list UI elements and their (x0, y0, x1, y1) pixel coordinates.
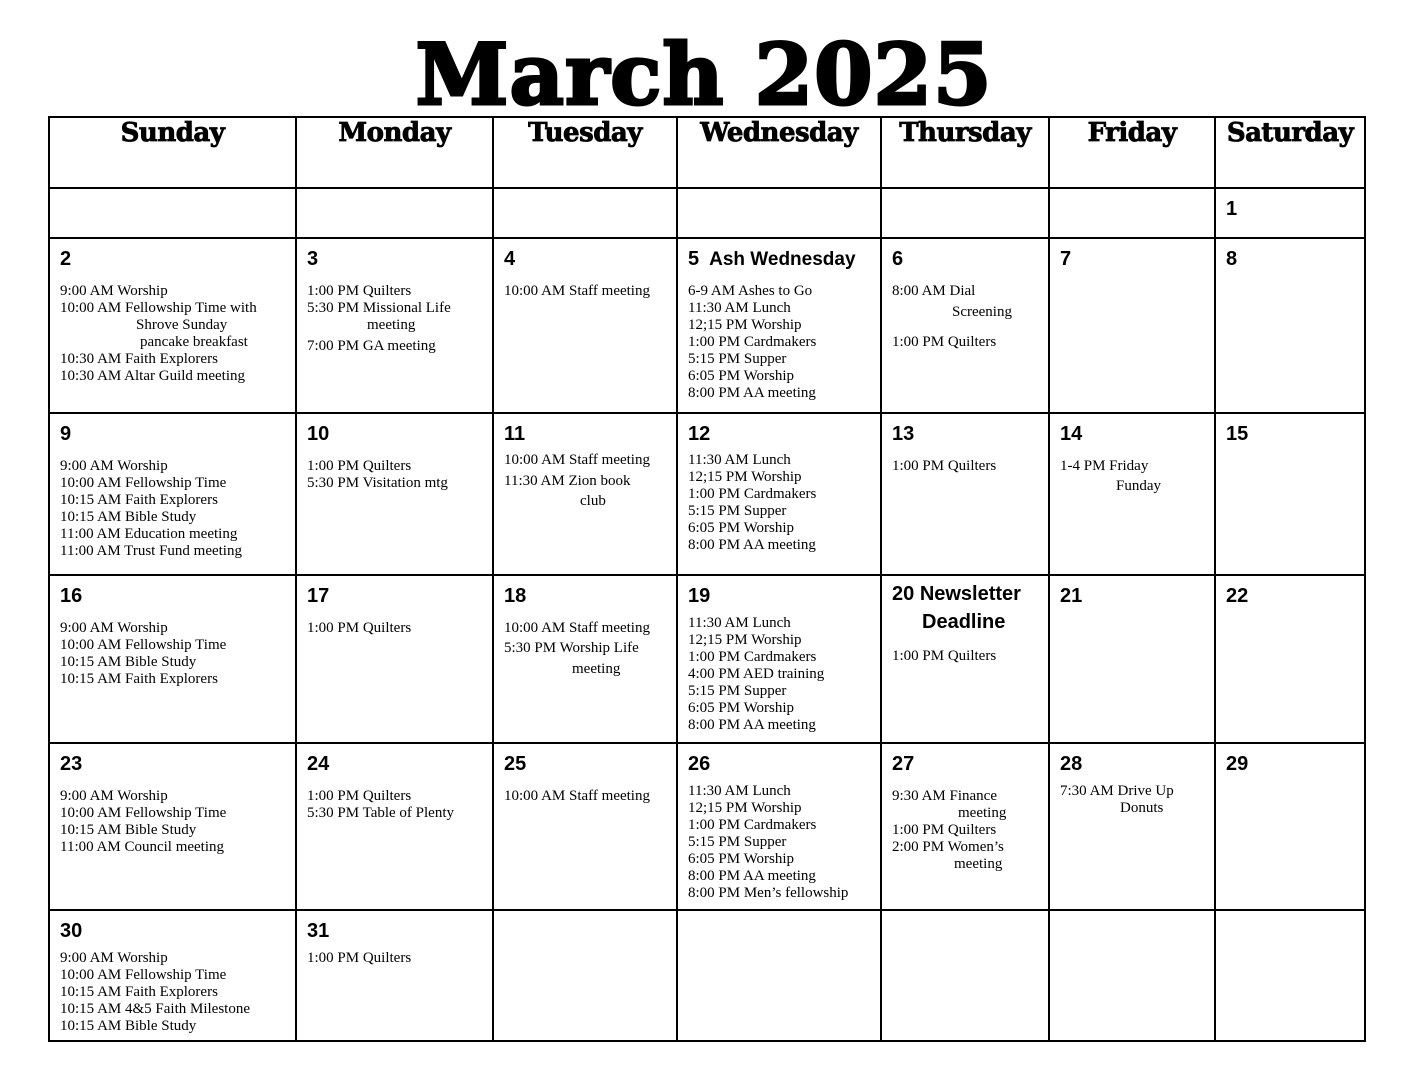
event-item: 8:00 PM Men’s fellowship (688, 885, 849, 901)
day-cell (493, 238, 677, 413)
event-list (60, 458, 291, 560)
day-cell-empty (677, 188, 881, 238)
event-item: 8:00 PM AA meeting (688, 868, 816, 884)
day-cell (296, 743, 493, 910)
day-number: 9 (60, 423, 72, 445)
event-item: 10:15 AM Faith Explorers (60, 492, 218, 508)
day-number: 28 (1060, 753, 1083, 775)
day-cell (296, 910, 493, 1041)
weekday-header-row (49, 117, 1365, 188)
event-item: 1:00 PM Quilters (307, 950, 412, 966)
day-cell (1049, 238, 1215, 413)
weekday-saturday: Saturday (1215, 117, 1365, 188)
event-item: 12;15 PM Worship (688, 317, 802, 333)
day-number: 31 (307, 920, 330, 942)
event-item: 9:00 AM Worship (60, 458, 168, 474)
weekday-wednesday: Wednesday (677, 117, 881, 188)
event-item: 9:00 AM Worship (60, 950, 168, 966)
event-item: 10:00 AM Staff meeting (504, 452, 650, 468)
event-list (60, 620, 291, 688)
day-number: 2 (60, 248, 72, 270)
event-item: 9:30 AM Finance (892, 788, 997, 804)
event-item: 10:15 AM Faith Explorers (60, 984, 218, 1000)
day-cell (677, 413, 881, 575)
day-number: 19 (688, 585, 711, 607)
day-cell (1049, 575, 1215, 743)
ash-wednesday-label: Ash Wednesday (709, 249, 856, 270)
event-list (60, 950, 291, 1035)
event-item: Screening (952, 304, 1012, 320)
event-item: 10:00 AM Fellowship Time (60, 805, 227, 821)
event-item: 8:00 PM AA meeting (688, 537, 816, 553)
day-cell (677, 238, 881, 413)
day-cell-empty (493, 910, 677, 1041)
calendar-grid (48, 116, 1366, 1042)
event-item: 11:30 AM Lunch (688, 615, 791, 631)
event-item: 5:30 PM Worship Life (504, 640, 639, 656)
day-number: 8 (1226, 248, 1238, 270)
event-item: 5:15 PM Supper (688, 834, 787, 850)
day-cell-empty (1049, 188, 1215, 238)
event-item: 6:05 PM Worship (688, 520, 795, 536)
event-list (307, 283, 488, 355)
event-list (504, 788, 672, 805)
event-list (60, 283, 291, 385)
event-list (1060, 458, 1210, 495)
event-item: 9:00 AM Worship (60, 620, 168, 636)
event-item: 10:15 AM Bible Study (60, 509, 197, 525)
day-cell (49, 910, 296, 1041)
day-cell-empty (1215, 910, 1365, 1041)
day-number: 17 (307, 585, 330, 607)
event-list (307, 458, 488, 492)
event-item: 5:30 PM Visitation mtg (307, 475, 448, 491)
event-item: 11:30 AM Lunch (688, 783, 791, 799)
event-item: 1:00 PM Cardmakers (688, 486, 817, 502)
event-item: 1:00 PM Cardmakers (688, 817, 817, 833)
day-number: 25 (504, 753, 527, 775)
day-number: 14 (1060, 423, 1083, 445)
event-item: 5:15 PM Supper (688, 683, 787, 699)
event-item: 6:05 PM Worship (688, 368, 795, 384)
day-number: 18 (504, 585, 527, 607)
day-cell (1215, 413, 1365, 575)
day-cell (881, 743, 1049, 910)
day-number: 5 Ash Wednesday (688, 248, 856, 270)
week-row (49, 413, 1365, 575)
day-cell (1215, 743, 1365, 910)
event-item: 8:00 PM AA meeting (688, 717, 816, 733)
event-list (60, 788, 291, 856)
event-item: 1:00 PM Quilters (307, 788, 412, 804)
event-list (892, 648, 1044, 665)
day-cell-empty (493, 188, 677, 238)
week-row (49, 910, 1365, 1041)
event-list (307, 620, 488, 637)
week-row (49, 743, 1365, 910)
event-item: 8:00 PM AA meeting (688, 385, 816, 401)
day-cell-empty (296, 188, 493, 238)
day-cell (881, 575, 1049, 743)
event-item: 7:00 PM GA meeting (307, 338, 436, 354)
newsletter-label: Newsletter (919, 583, 1021, 605)
event-item: 1:00 PM Quilters (892, 458, 997, 474)
event-item: 12;15 PM Worship (688, 632, 802, 648)
event-list (307, 788, 488, 822)
day-number: 29 (1226, 753, 1249, 775)
event-item: 11:00 AM Education meeting (60, 526, 238, 542)
event-item: 10:00 AM Staff meeting (504, 283, 650, 299)
day-cell (49, 413, 296, 575)
event-item: 10:00 AM Fellowship Time (60, 967, 227, 983)
event-item: 6:05 PM Worship (688, 700, 795, 716)
event-item: 11:30 AM Lunch (688, 452, 791, 468)
event-item: 12;15 PM Worship (688, 469, 802, 485)
day-cell (1049, 413, 1215, 575)
day-cell (49, 743, 296, 910)
week-row (49, 188, 1365, 238)
event-item: 12;15 PM Worship (688, 800, 802, 816)
event-item: 1-4 PM Friday (1060, 458, 1149, 474)
day-number: 11 (504, 423, 526, 445)
event-item: 4:00 PM AED training (688, 666, 825, 682)
event-item: 5:15 PM Supper (688, 351, 787, 367)
day-number: 7 (1060, 248, 1072, 270)
day-cell (493, 575, 677, 743)
day-number: 21 (1060, 585, 1083, 607)
day-number: 3 (307, 248, 319, 270)
event-item: 1:00 PM Quilters (892, 822, 997, 838)
weekday-monday: Monday (296, 117, 493, 188)
day-number: 16 (60, 585, 83, 607)
event-item: 11:30 AM Lunch (688, 300, 791, 316)
day-cell (493, 413, 677, 575)
day-cell (1215, 238, 1365, 413)
event-item: 1:00 PM Cardmakers (688, 649, 817, 665)
event-item: club (580, 493, 606, 509)
event-item: 10:15 AM Faith Explorers (60, 671, 218, 687)
day-number: 27 (892, 753, 915, 775)
event-item: 11:00 AM Trust Fund meeting (60, 543, 242, 559)
event-item: 10:00 AM Staff meeting (504, 788, 650, 804)
day-cell-empty (881, 188, 1049, 238)
event-item: 5:30 PM Missional Life (307, 300, 451, 316)
event-item: 10:30 AM Altar Guild meeting (60, 368, 245, 384)
event-item: 10:00 AM Fellowship Time (60, 637, 227, 653)
event-item: 10:15 AM Bible Study (60, 822, 197, 838)
day-cell (1215, 188, 1365, 238)
day-number: 1 (1226, 198, 1238, 220)
event-item: 9:00 AM Worship (60, 788, 168, 804)
event-item: 10:15 AM Bible Study (60, 654, 197, 670)
day-cell (49, 238, 296, 413)
day-cell (677, 743, 881, 910)
event-item: 2:00 PM Women’s (892, 839, 1004, 855)
day-cell (1215, 575, 1365, 743)
event-item: 6:05 PM Worship (688, 851, 795, 867)
event-item: 10:30 AM Faith Explorers (60, 351, 218, 367)
event-item: 1:00 PM Cardmakers (688, 334, 817, 350)
day-number: 13 (892, 423, 915, 445)
day-cell (296, 575, 493, 743)
event-item: 10:15 AM Bible Study (60, 1018, 197, 1034)
day-cell (49, 575, 296, 743)
event-item: meeting (367, 317, 416, 333)
day-cell (1049, 743, 1215, 910)
event-item: 10:15 AM 4&5 Faith Milestone (60, 1001, 251, 1017)
event-list (504, 620, 672, 678)
event-item: 7:30 AM Drive Up (1060, 783, 1174, 799)
event-list (688, 283, 876, 402)
day-number: 30 (60, 920, 83, 942)
day-number: 23 (60, 753, 83, 775)
week-row (49, 575, 1365, 743)
event-list (504, 452, 672, 510)
event-item: 5:15 PM Supper (688, 503, 787, 519)
event-list (504, 283, 672, 300)
event-item: meeting (572, 661, 621, 677)
event-item: 1:00 PM Quilters (307, 283, 412, 299)
event-item: meeting (958, 805, 1007, 821)
day-number: 4 (504, 248, 516, 270)
event-item: 10:00 AM Fellowship Time (60, 475, 227, 491)
event-list (892, 458, 1044, 475)
event-item: 1:00 PM Quilters (307, 620, 412, 636)
day-cell (296, 413, 493, 575)
weekday-friday: Friday (1049, 117, 1215, 188)
event-item: Shrove Sunday (136, 317, 228, 333)
day-cell (296, 238, 493, 413)
event-item: Donuts (1120, 800, 1164, 816)
day-cell-empty (49, 188, 296, 238)
page-title: March 2025 (415, 25, 993, 124)
event-list (892, 788, 1044, 873)
event-item: 11:00 AM Council meeting (60, 839, 225, 855)
day-cell (881, 238, 1049, 413)
event-item: Funday (1116, 478, 1161, 494)
day-cell (677, 575, 881, 743)
event-item: 1:00 PM Quilters (307, 458, 412, 474)
weekday-thursday: Thursday (881, 117, 1049, 188)
day-number: 20 Newsletter Deadline (892, 580, 1021, 636)
day-number: 10 (307, 423, 330, 445)
event-list (688, 615, 876, 734)
event-item: 8:00 AM Dial (892, 283, 976, 299)
day-number: 22 (1226, 585, 1249, 607)
weekday-tuesday: Tuesday (493, 117, 677, 188)
event-list (892, 283, 1044, 351)
event-item: 11:30 AM Zion book (504, 473, 631, 489)
event-list (688, 783, 876, 902)
day-number: 15 (1226, 423, 1249, 445)
day-number: 6 (892, 248, 904, 270)
day-cell-empty (677, 910, 881, 1041)
day-number: 12 (688, 423, 711, 445)
event-list (307, 950, 488, 967)
event-item: 10:00 AM Fellowship Time with (60, 300, 257, 316)
event-item: 5:30 PM Table of Plenty (307, 805, 455, 821)
event-item: meeting (954, 856, 1003, 872)
day-number: 24 (307, 753, 330, 775)
event-item: 6-9 AM Ashes to Go (688, 283, 813, 299)
day-number: 26 (688, 753, 711, 775)
day-cell-empty (1049, 910, 1215, 1041)
week-row (49, 238, 1365, 413)
deadline-label: Deadline (922, 611, 1006, 633)
event-item: pancake breakfast (140, 334, 248, 350)
event-item: 10:00 AM Staff meeting (504, 620, 650, 636)
weekday-sunday: Sunday (49, 117, 296, 188)
event-item: 1:00 PM Quilters (892, 648, 997, 664)
event-list (688, 452, 876, 554)
event-list (1060, 783, 1210, 817)
event-item: 1:00 PM Quilters (892, 334, 997, 350)
day-cell-empty (881, 910, 1049, 1041)
day-cell (493, 743, 677, 910)
day-cell (881, 413, 1049, 575)
event-item: 9:00 AM Worship (60, 283, 168, 299)
